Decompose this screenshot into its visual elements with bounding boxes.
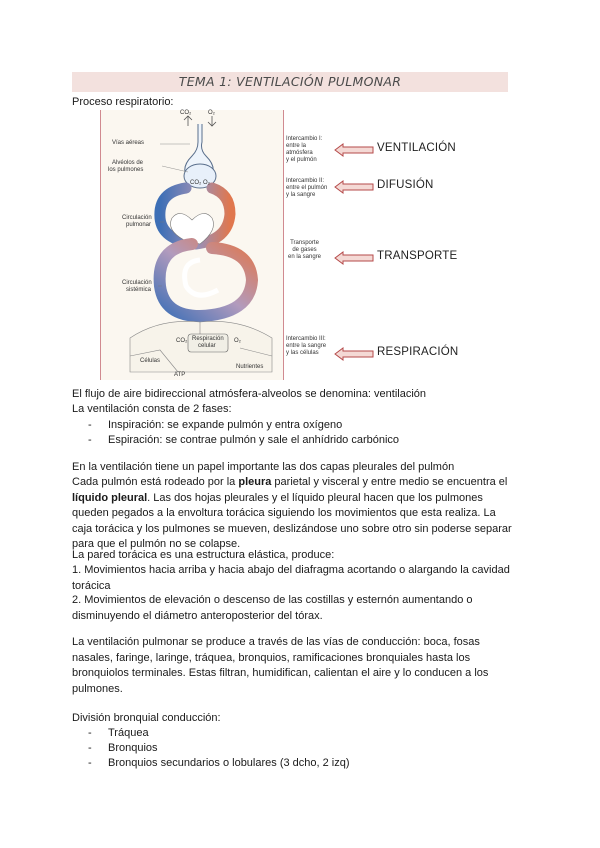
list-item: - Tráquea <box>88 727 149 739</box>
label-alveolos-1: Alvéolos de <box>112 160 144 166</box>
label-celulas: Células <box>140 358 161 364</box>
paragraph-pared: La pared torácica es una estructura elástica, produce: <box>72 549 335 561</box>
box-transporte: Transporte de gases en la sangre <box>288 240 322 260</box>
arrow-ventilacion-icon <box>334 143 374 157</box>
paragraph-movimientos-1: 1. Movimientos hacia arriba y hacia abajo del diafragma acortando o alargando la cavidad torácica <box>72 564 510 592</box>
box-intercambio-2: Intercambio II: entre el pulmón y la sangre <box>286 178 328 198</box>
label-circ-pulmonar-1: Circulación <box>122 215 152 221</box>
top-o2-label: O₂ <box>208 110 215 116</box>
co2-arrow-icon <box>184 116 192 126</box>
label-circ-pulmonar-2: pulmonar <box>126 222 152 228</box>
label-resp-celular-2: celular <box>198 343 216 349</box>
paragraph-movimientos-2: 2. Movimientos de elevación o descenso de las costillas y esternón aumentando o disminuyendo el diámetro anteroposterior del tórax. <box>72 594 473 622</box>
paragraph-division: División bronquial conducción: <box>72 712 221 724</box>
label-gas-alveolo: CO₂ O₂ <box>190 180 210 186</box>
arrow-difusion-icon <box>334 180 374 194</box>
term-liquido-pleural: líquido pleural <box>72 491 148 504</box>
systemic-inner-icon <box>185 260 218 295</box>
list-item: - Bronquios <box>88 742 158 754</box>
list-item: - Bronquios secundarios o lobulares (3 dcho, 2 izq) <box>88 757 350 769</box>
label-nutrientes: Nutrientes <box>236 364 264 370</box>
paragraph-fases: La ventilación consta de 2 fases: <box>72 403 232 415</box>
stage-difusion: DIFUSIÓN <box>377 179 434 191</box>
top-co2-label: CO₂ <box>180 110 192 116</box>
systemic-circulation-icon <box>160 244 252 316</box>
box-intercambio-1: Intercambio I: entre la atmósfera y el pulmón <box>286 136 323 163</box>
stage-ventilacion: VENTILACIÓN <box>377 142 456 154</box>
intro-text: Proceso respiratorio: <box>72 96 174 108</box>
paragraph-pleurales: En la ventilación tiene un papel importante las dos capas pleurales del pulmón <box>72 461 455 473</box>
page-title: TEMA 1: VENTILACIÓN PULMONAR <box>178 74 402 89</box>
label-bottom-o2: O₂ <box>234 338 241 344</box>
label-alveolos-2: los pulmones <box>108 167 144 173</box>
label-circ-sistemica-1: Circulación <box>122 280 152 286</box>
list-item: - Espiración: se contrae pulmón y sale el anhídrido carbónico <box>88 434 400 446</box>
stage-respiracion: RESPIRACIÓN <box>377 346 459 358</box>
respiratory-process-figure <box>100 110 464 380</box>
division-list <box>88 726 350 771</box>
arrow-respiracion-icon <box>334 347 374 361</box>
label-resp-celular-1: Respiración <box>192 336 224 342</box>
arrow-transporte-icon <box>334 251 374 265</box>
paragraph-flujo: El flujo de aire bidireccional atmósfera-alveolos se denomina: ventilación <box>72 388 427 400</box>
list-item: - Inspiración: se expande pulmón y entra oxígeno <box>88 419 343 431</box>
label-bottom-co2: CO₂ <box>176 338 188 344</box>
paragraph-pleura: Cada pulmón está rodeado por la pleura parietal y visceral y entre medio se encuentra el líquido pleural. Las dos hojas pleurales y el líquido pleural hacen que los pulmones queden pegados a la envoltura torácica siguiendo los movimientos que esta realiza. La caja torácica y los pulmones se mueven, deslizándose uno sobre otro sin poderse separar para que el pulmón no se colapse. <box>72 476 512 551</box>
term-pleura: pleura <box>238 476 272 488</box>
stage-transporte: TRANSPORTE <box>377 250 458 262</box>
paragraph-vias-conduccion: La ventilación pulmonar se produce a través de las vías de conducción: boca, fosas nasales, faringe, laringe, tráquea, bronquios, ramificaciones bronquiales hasta los bronquiolos terminales. Estas filtran, humidifican, calientan el aire y lo conducen a los pulmones. <box>72 636 489 695</box>
label-circ-sistemica-2: sistémica <box>126 287 152 293</box>
phases-list <box>88 418 399 448</box>
title-bar <box>72 72 508 92</box>
label-atp: ATP <box>174 372 186 378</box>
o2-arrow-icon <box>208 116 216 126</box>
label-vias-aereas: Vías aéreas <box>112 140 145 146</box>
box-intercambio-3: Intercambio III: entre la sangre y las células <box>286 336 327 356</box>
